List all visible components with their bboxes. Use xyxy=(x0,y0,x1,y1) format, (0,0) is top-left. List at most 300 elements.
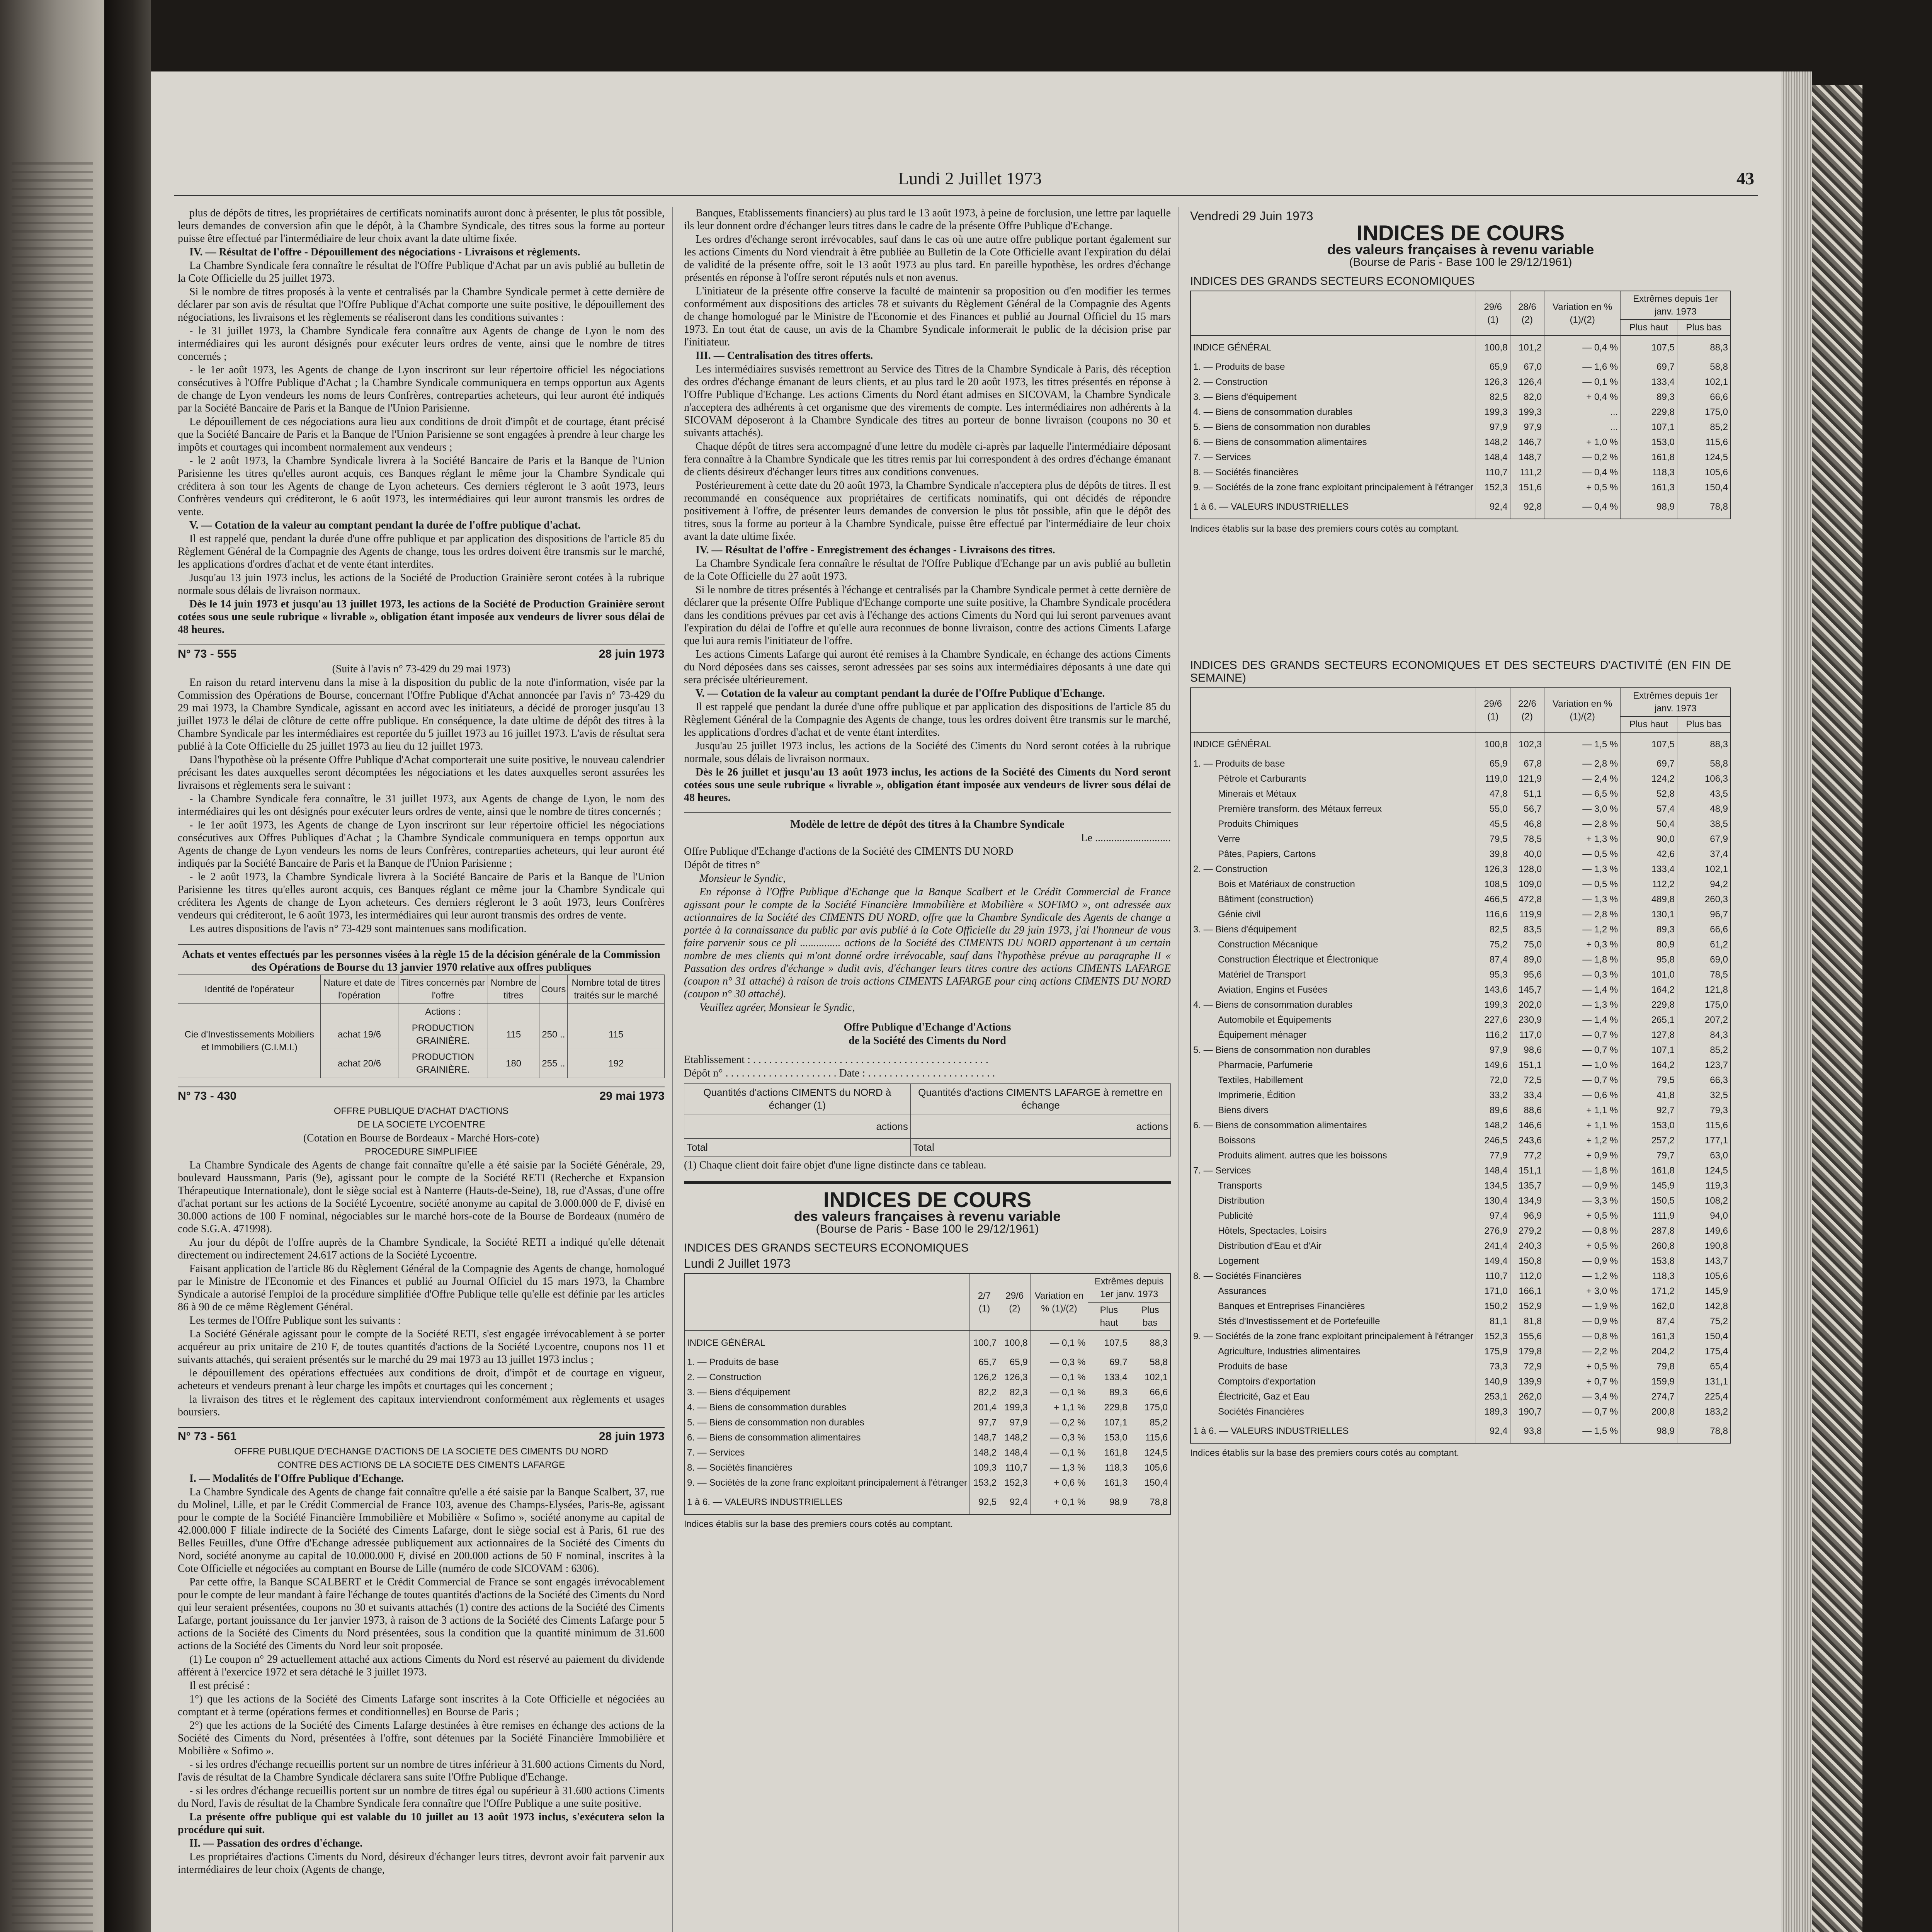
idx-header: Extrêmes depuis 1er janv. 1973 xyxy=(1621,688,1731,716)
index-value: 115,6 xyxy=(1130,1430,1170,1445)
index-label: 4. — Biens de consommation durables xyxy=(1190,405,1476,420)
index-value: 107,1 xyxy=(1621,420,1677,435)
paragraph: La Chambre Syndicale fera connaître le résultat de l'Offre Publique d'Echange par un avis publié au bulletin de la Cote Officielle du 27 août 1973. xyxy=(684,558,1171,582)
index-value: 42,6 xyxy=(1621,847,1677,862)
paragraph: En raison du retard intervenu dans la mise à la disposition du public de la note d'information, visée par la Commission des Opérations de Bourse, concernant l'Offre Publique d'Achat annoncée par l'avis n° 73-429 du 29 mai 1973, la Chambre Syndicale, agissant en accord avec les initiateurs, a décidé de proroger jusqu'au 13 juillet 1973 le délai de clôture de cette offre publique. En conséquence, la date ultime de dépôt des titres à la Chambre Syndicale par les intermédiaires est reportée du 5 juillet 1973 au 16 juillet 1973. L'avis de résultat sera publié à la Cote Officielle du 25 juillet 1973 au lieu du 12 juillet 1973. xyxy=(178,677,665,752)
index-value: + 0,5 % xyxy=(1544,1359,1621,1374)
notice-date: 29 mai 1973 xyxy=(599,1090,665,1102)
trade-cell: PRODUCTION GRAINIÈRE. xyxy=(398,1020,488,1049)
index-value: — 0,2 % xyxy=(1030,1415,1088,1430)
book-gutter xyxy=(104,0,151,1932)
index-value: 82,5 xyxy=(1476,922,1510,937)
index-value: 148,2 xyxy=(970,1445,999,1460)
idx-header: Plus haut xyxy=(1621,320,1677,335)
index-value: 148,4 xyxy=(1476,1163,1510,1178)
paragraph: Jusqu'au 25 juillet 1973 inclus, les actions de la Société des Ciments du Nord seront cotées à la rubrique normale, sous délais de livraison normaux. xyxy=(684,740,1171,765)
section-heading: I. — Modalités de l'Offre Publique d'Echange. xyxy=(189,1473,404,1485)
index-value: 123,7 xyxy=(1677,1058,1731,1073)
index-value: 105,6 xyxy=(1677,465,1731,480)
index-value: 107,1 xyxy=(1621,1043,1677,1058)
index-value: 89,3 xyxy=(1621,922,1677,937)
idx-header: Plus bas xyxy=(1677,716,1731,732)
table-row xyxy=(1190,1043,1731,1058)
index-value: 66,6 xyxy=(1677,389,1731,405)
index-label: 7. — Services xyxy=(1190,450,1476,465)
index-label: Banques et Entreprises Financières xyxy=(1190,1299,1476,1314)
index-label: 7. — Services xyxy=(684,1445,970,1460)
paragraph: - le 2 août 1973, la Chambre Syndicale livrera à la Société Bancaire de Paris et la Banque de l'Union Parisienne les titres qu'elles auront acquis, ces Banques réglant le même jour la Chambre Syndicale qui créditera à son tour les Agents de change de Lyon acheteurs. Ces derniers régleront le 3 août 1973, leurs Confrères vendeurs qui créditeront, le 6 août 1973, les intermédiaires qui leur auront transmis les ordres de vente. xyxy=(178,455,665,518)
paragraph: Les intermédiaires susvisés remettront au Service des Titres de la Chambre Syndicale à Paris, dès réception des ordres d'échange émanant de leurs clients, et au plus tard le 20 août 1973, les titres présentés en réponse à l'Offre Publique d'Echange. Les actions Ciments du Nord étant admises en SICOVAM, la Chambre Syndicale n'acceptera des adhérents à cet organisme que des virements de compte. Les intermédiaires non adhérents à la SICOVAM déposeront à la Chambre Syndicale des titres au porteur de bonne livraison (coupons no 30 et suivants attachés). xyxy=(684,363,1171,439)
index-value: 102,3 xyxy=(1510,732,1544,756)
notice-title: DE LA SOCIETE LYCOENTRE xyxy=(357,1119,485,1130)
paragraph: Dans l'hypothèse où la présente Offre Publique d'Achat comporterait une suite positive, le nouveau calendrier précisant les dates auxquelles seront décomptées les négociations et les dates auxquelles seront assurées les livraisons et règlements sera le suivant : xyxy=(178,754,665,791)
index-value: 107,5 xyxy=(1621,732,1677,756)
form-total: Total xyxy=(910,1139,1170,1156)
index-value: 171,0 xyxy=(1476,1284,1510,1299)
index-value: 98,9 xyxy=(1621,495,1677,519)
header-rule xyxy=(174,195,1758,196)
index-value: 69,7 xyxy=(1621,359,1677,374)
table-row xyxy=(684,1355,1170,1370)
index-label: Distribution d'Eau et d'Air xyxy=(1190,1238,1476,1253)
index-value: — 0,4 % xyxy=(1544,465,1621,480)
index-value: 177,1 xyxy=(1677,1133,1731,1148)
index-value: 108,5 xyxy=(1476,877,1510,892)
index-label: Génie civil xyxy=(1190,907,1476,922)
index-label: Distribution xyxy=(1190,1193,1476,1208)
index-label: Bâtiment (construction) xyxy=(1190,892,1476,907)
trade-header: Identité de l'opérateur xyxy=(178,975,321,1004)
index-value: 78,8 xyxy=(1130,1490,1170,1514)
index-value: 112,2 xyxy=(1621,877,1677,892)
index-value: 150,8 xyxy=(1510,1253,1544,1269)
index-label: 6. — Biens de consommation alimentaires xyxy=(684,1430,970,1445)
index-value: 111,2 xyxy=(1510,465,1544,480)
index-value: 161,8 xyxy=(1621,1163,1677,1178)
index-label: Aviation, Engins et Fusées xyxy=(1190,982,1476,997)
index-value: 150,4 xyxy=(1677,480,1731,495)
index-label: 8. — Sociétés Financières xyxy=(1190,1269,1476,1284)
index-value: 119,0 xyxy=(1476,771,1510,786)
index-value: 98,9 xyxy=(1088,1490,1130,1514)
index-value: 287,8 xyxy=(1621,1223,1677,1238)
index-value: — 1,5 % xyxy=(1544,1419,1621,1443)
index-value: 127,8 xyxy=(1621,1027,1677,1043)
index-value: 101,2 xyxy=(1510,335,1544,359)
index-value: 92,4 xyxy=(999,1490,1031,1514)
index-value: 199,3 xyxy=(999,1400,1031,1415)
index-value: 489,8 xyxy=(1621,892,1677,907)
form-footnote: (1) Chaque client doit faire objet d'une ligne distincte dans ce tableau. xyxy=(684,1159,986,1171)
table-row xyxy=(1190,892,1731,907)
table-row xyxy=(1190,1223,1731,1238)
index-value: 161,3 xyxy=(1088,1475,1130,1490)
index-value: + 1,3 % xyxy=(1544,832,1621,847)
indices-date: Lundi 2 Juillet 1973 xyxy=(684,1257,791,1270)
index-value: 121,9 xyxy=(1510,771,1544,786)
index-label: Comptoirs d'exportation xyxy=(1190,1374,1476,1389)
index-value: 175,9 xyxy=(1476,1344,1510,1359)
index-value: + 0,3 % xyxy=(1544,937,1621,952)
index-value: — 1,6 % xyxy=(1544,359,1621,374)
index-value: — 3,4 % xyxy=(1544,1389,1621,1404)
indices-table-sectors xyxy=(1190,687,1731,1444)
index-value: 110,7 xyxy=(999,1460,1031,1475)
table-row xyxy=(1190,405,1731,420)
index-value: 171,2 xyxy=(1621,1284,1677,1299)
model-offer: Offre Publique d'Echange d'actions de la Société des CIMENTS DU NORD xyxy=(684,845,1014,857)
index-value: 77,9 xyxy=(1476,1148,1510,1163)
table-row xyxy=(684,1370,1170,1385)
index-value: 204,2 xyxy=(1621,1344,1677,1359)
page-header xyxy=(185,168,1754,191)
index-value: — 1,2 % xyxy=(1544,1269,1621,1284)
index-value: 88,3 xyxy=(1677,335,1731,359)
index-label: 4. — Biens de consommation durables xyxy=(684,1400,970,1415)
index-value: 108,2 xyxy=(1677,1193,1731,1208)
paragraph: le dépouillement des opérations effectuées aux conditions de droit, d'impôt et de courtage en vigueur, acheteurs et vendeurs prenant à leur charge les impôts et courtages qui les concernent ; xyxy=(178,1367,665,1392)
idx-header: Variation en % (1)/(2) xyxy=(1544,291,1621,335)
model-salutation: Monsieur le Syndic, xyxy=(699,872,786,884)
table-row xyxy=(684,1445,1170,1460)
index-value: 279,2 xyxy=(1510,1223,1544,1238)
index-value: 276,9 xyxy=(1476,1223,1510,1238)
index-value: 95,8 xyxy=(1621,952,1677,967)
trade-cell: 250 .. xyxy=(539,1020,568,1049)
index-value: + 3,0 % xyxy=(1544,1284,1621,1299)
index-value: 121,8 xyxy=(1677,982,1731,997)
table-row xyxy=(1190,1329,1731,1344)
trade-cell: 255 .. xyxy=(539,1049,568,1078)
index-value: 128,0 xyxy=(1510,862,1544,877)
notice-reference xyxy=(178,1087,665,1102)
index-value: 107,1 xyxy=(1088,1415,1130,1430)
paragraph: Si le nombre de titres présentés à l'échange et centralisés par la Chambre Syndicale permet à cette dernière de déclarer que la présente Offre Publique d'Echange comporte une suite positive, la Chambre Syndicale procédera dans les conditions prévues par cet avis à l'échange des actions Ciments du Nord qui lui seront parvenues avant l'expiration du délai de l'offre et qu'elle aura reconnues de bonne livraison, contre des actions Ciments Lafarge que lui aura remis l'initiateur de l'offre. xyxy=(684,584,1171,647)
indices-base: (Bourse de Paris - Base 100 le 29/12/1961) xyxy=(1349,256,1572,269)
index-value: 79,3 xyxy=(1677,1103,1731,1118)
table-row xyxy=(1190,1027,1731,1043)
index-value: 274,7 xyxy=(1621,1389,1677,1404)
index-value: 92,4 xyxy=(1476,495,1510,519)
index-value: 466,5 xyxy=(1476,892,1510,907)
index-value: — 0,3 % xyxy=(1030,1355,1088,1370)
index-value: 143,7 xyxy=(1677,1253,1731,1269)
index-value: 161,8 xyxy=(1621,450,1677,465)
table-row xyxy=(1190,1178,1731,1193)
index-value: — 3,0 % xyxy=(1544,801,1621,816)
index-value: ... xyxy=(1544,420,1621,435)
index-value: 66,3 xyxy=(1677,1073,1731,1088)
index-label: 6. — Biens de consommation alimentaires xyxy=(1190,435,1476,450)
index-value: 146,6 xyxy=(1510,1118,1544,1133)
index-value: 112,0 xyxy=(1510,1269,1544,1284)
index-value: — 0,7 % xyxy=(1544,1027,1621,1043)
index-label: 2. — Construction xyxy=(1190,862,1476,877)
page-number: 43 xyxy=(1736,168,1754,188)
index-value: 246,5 xyxy=(1476,1133,1510,1148)
index-value: + 1,1 % xyxy=(1030,1400,1088,1415)
index-value: — 2,4 % xyxy=(1544,771,1621,786)
column-1 xyxy=(178,207,665,1877)
index-label: 2. — Construction xyxy=(1190,374,1476,389)
idx-header: Plus haut xyxy=(1621,716,1677,732)
indices-footnote: Indices établis sur la base des premiers cours cotés au comptant. xyxy=(1190,524,1459,534)
index-value: 78,5 xyxy=(1510,832,1544,847)
index-value: 126,3 xyxy=(999,1370,1031,1385)
trade-cell xyxy=(539,1004,568,1020)
index-value: 87,4 xyxy=(1476,952,1510,967)
paragraph: Les autres dispositions de l'avis n° 73-429 sont maintenues sans modification. xyxy=(189,923,527,935)
paragraph: la livraison des titres et le règlement des capitaux interviendront conformément aux règlements et usages boursiers. xyxy=(178,1393,665,1418)
index-label: Textiles, Habillement xyxy=(1190,1073,1476,1088)
indices-table-jul2 xyxy=(684,1273,1171,1515)
indices-base: (Bourse de Paris - Base 100 le 29/12/1961) xyxy=(816,1223,1039,1235)
index-value: 40,0 xyxy=(1510,847,1544,862)
index-value: 257,2 xyxy=(1621,1133,1677,1148)
index-value: 142,8 xyxy=(1677,1299,1731,1314)
index-value: 151,1 xyxy=(1510,1058,1544,1073)
index-value: 65,7 xyxy=(970,1355,999,1370)
index-value: 65,4 xyxy=(1677,1359,1731,1374)
index-label: Hôtels, Spectacles, Loisirs xyxy=(1190,1223,1476,1238)
paragraph: Les termes de l'Offre Publique sont les suivants : xyxy=(189,1315,401,1327)
index-value: 262,0 xyxy=(1510,1389,1544,1404)
index-value: — 0,9 % xyxy=(1544,1253,1621,1269)
section-heading: V. — Cotation de la valeur au comptant pendant la durée de l'Offre Publique d'Echange. xyxy=(696,687,1105,699)
form-deposit: Dépôt n° . . . . . . . . . . . . . . . . . . . . . Date : . . . . . . . . . . . . . . . . . . . . . . . . xyxy=(684,1067,995,1079)
table-row xyxy=(684,1331,1170,1355)
index-value: 190,7 xyxy=(1510,1404,1544,1419)
index-label: Matériel de Transport xyxy=(1190,967,1476,982)
index-label: 5. — Biens de consommation non durables xyxy=(1190,420,1476,435)
paragraph: Par cette offre, la Banque SCALBERT et le Crédit Commercial de France se sont engagés irrévocablement pour le compte de leur mandant à faire l'échange de toutes quantités d'actions de la Société des Ciments du Nord qui leur seraient présentées, coupons no 30 et suivants attachés (1) contre des actions de la Société des Ciments Lafarge, portant jouissance du 1er janvier 1973, à raison de 3 actions de la Société des Ciments Lafarge pour 5 actions de la Société des Ciments du Nord présentées, sous la condition que la quantité minimum de 31.600 actions de la Société des Ciments du Nord leur soit proposée. xyxy=(178,1576,665,1652)
indices-date: Vendredi 29 Juin 1973 xyxy=(1190,209,1313,223)
index-value: 84,3 xyxy=(1677,1027,1731,1043)
index-value: — 0,1 % xyxy=(1030,1385,1088,1400)
paragraph: - le 1er août 1973, les Agents de change de Lyon inscriront sur leur répertoire officiel les négociations consécutives aux Offres Publiques d'Achat ; la Chambre Syndicale communiquera en temps opportun aux Agents de change de Lyon vendeurs les noms de leurs Confrères, contreparties acheteurs, qui leur auront été indiqués par la Société Bancaire de Paris et la Banque de l'Union Parisienne ; xyxy=(178,819,665,869)
index-label: Équipement ménager xyxy=(1190,1027,1476,1043)
index-label: Automobile et Équipements xyxy=(1190,1012,1476,1027)
index-value: 152,3 xyxy=(1476,480,1510,495)
index-value: 101,0 xyxy=(1621,967,1677,982)
index-value: + 0,5 % xyxy=(1544,1208,1621,1223)
column-3 xyxy=(1190,207,1731,1459)
table-row xyxy=(1190,1012,1731,1027)
index-value: 78,8 xyxy=(1677,1419,1731,1443)
index-value: 111,9 xyxy=(1621,1208,1677,1223)
trade-operator: Cie d'Investissements Mobiliers et Immobiliers (C.I.M.I.) xyxy=(178,1004,321,1078)
header-date: Lundi 2 Juillet 1973 xyxy=(898,168,1042,188)
index-value: 152,9 xyxy=(1510,1299,1544,1314)
index-value: 161,3 xyxy=(1621,480,1677,495)
index-value: — 0,8 % xyxy=(1544,1329,1621,1344)
index-label: 8. — Sociétés financières xyxy=(684,1460,970,1475)
index-value: — 2,8 % xyxy=(1544,907,1621,922)
paragraph: La Chambre Syndicale des Agents de change fait connaître qu'elle a été saisie par la Société Générale, 29, boulevard Haussmann, Paris (9e), agissant pour le compte de la Société RETI (Recherche et Expansion Thérapeutique Internationale), dont le siège social est à Nanterre (Hauts-de-Seine), 18, rue d'Assas, d'une offre d'achat portant sur les actions de la Société Lycoentre, société anonyme au capital de 3.000.000 de F, divisé en 30.000 actions de 100 F nominal, négociables sur le marché hors-cote de la Bourse de Bordeaux (numéro de code S.G.A. 471998). xyxy=(178,1159,665,1235)
index-value: 153,0 xyxy=(1621,1118,1677,1133)
deposit-letter-model xyxy=(684,812,1171,1172)
table-row xyxy=(684,1460,1170,1475)
paragraph: Le dépouillement de ces négociations aura lieu aux conditions de droit d'impôt et de courtage, étant précisé que la Société Bancaire de Paris et la Banque de l'Union Parisienne se sont engagées à prendre à leur charge les impôts et courtages qui incombent normalement aux vendeurs ; xyxy=(178,416,665,453)
index-value: 61,2 xyxy=(1677,937,1731,952)
section-heading: IV. — Résultat de l'offre - Enregistrement des échanges - Livraisons des titres. xyxy=(696,544,1055,556)
indices-title: INDICES DE COURS xyxy=(823,1187,1032,1212)
notice-title: CONTRE DES ACTIONS DE LA SOCIETE DES CIMENTS LAFARGE xyxy=(277,1460,565,1470)
index-label: INDICE GÉNÉRAL xyxy=(684,1331,970,1355)
indices-title: INDICES DE COURS xyxy=(1356,221,1565,245)
paragraph: - si les ordres d'échange recueillis portent sur un nombre de titres égal ou supérieur à 31.600 actions Ciments du Nord, l'avis de résultat de la Chambre Syndicale fera connaître que l'Offre Publique a une suite positive. xyxy=(178,1785,665,1810)
index-value: 118,3 xyxy=(1621,465,1677,480)
trade-cell: achat 20/6 xyxy=(321,1049,398,1078)
index-value: 130,4 xyxy=(1476,1193,1510,1208)
index-value: — 0,8 % xyxy=(1544,1223,1621,1238)
index-value: 46,8 xyxy=(1510,816,1544,832)
table-row xyxy=(1190,1073,1731,1088)
index-value: 116,6 xyxy=(1476,907,1510,922)
table-row xyxy=(1190,877,1731,892)
page-edges xyxy=(1781,71,1812,1932)
index-value: 82,2 xyxy=(970,1385,999,1400)
index-value: 98,9 xyxy=(1621,1419,1677,1443)
section-heading: III. — Centralisation des titres offerts. xyxy=(696,350,873,362)
notice-number: N° 73 - 430 xyxy=(178,1090,237,1102)
index-value: — 0,4 % xyxy=(1544,335,1621,359)
index-value: 229,8 xyxy=(1088,1400,1130,1415)
index-value: 96,7 xyxy=(1677,907,1731,922)
indices-footnote: Indices établis sur la base des premiers cours cotés au comptant. xyxy=(684,1519,953,1529)
index-value: 115,6 xyxy=(1677,435,1731,450)
trade-cell xyxy=(488,1004,539,1020)
idx-header-blank xyxy=(1190,291,1476,335)
index-value: 78,8 xyxy=(1677,495,1731,519)
table-row xyxy=(1190,832,1731,847)
index-value: 95,3 xyxy=(1476,967,1510,982)
index-label: INDICE GÉNÉRAL xyxy=(1190,732,1476,756)
index-value: 97,9 xyxy=(1476,1043,1510,1058)
index-value: 100,7 xyxy=(970,1331,999,1355)
index-value: 33,4 xyxy=(1510,1088,1544,1103)
table-row xyxy=(1190,435,1731,450)
trade-actions-label: Actions : xyxy=(398,1004,488,1020)
index-value: 148,2 xyxy=(1476,435,1510,450)
index-value: 240,3 xyxy=(1510,1238,1544,1253)
column-2 xyxy=(684,207,1171,1531)
table-row xyxy=(1190,771,1731,786)
index-value: 119,3 xyxy=(1677,1178,1731,1193)
index-value: 241,4 xyxy=(1476,1238,1510,1253)
index-value: 102,1 xyxy=(1130,1370,1170,1385)
table-row xyxy=(1190,732,1731,756)
paragraph: Dès le 26 juillet et jusqu'au 13 août 1973 inclus, les actions de la Société des Ciments du Nord seront cotées sous une seule rubrique « livrable », obligation étant imposée aux vendeurs de livrer sous délai de 48 heures. xyxy=(684,766,1171,804)
index-label: Pétrole et Carburants xyxy=(1190,771,1476,786)
table-row xyxy=(1190,1193,1731,1208)
index-value: 124,5 xyxy=(1130,1445,1170,1460)
index-value: — 0,1 % xyxy=(1030,1370,1088,1385)
index-label: Biens divers xyxy=(1190,1103,1476,1118)
index-value: 150,4 xyxy=(1130,1475,1170,1490)
index-label: Agriculture, Industries alimentaires xyxy=(1190,1344,1476,1359)
table-row xyxy=(1190,450,1731,465)
paragraph: La Chambre Syndicale fera connaître le résultat de l'Offre Publique d'Achat par un avis publié au bulletin de la Cote Officielle du 25 juillet 1973. xyxy=(178,260,665,284)
index-value: 166,1 xyxy=(1510,1284,1544,1299)
index-label: Produits aliment. autres que les boissons xyxy=(1190,1148,1476,1163)
index-label: Produits Chimiques xyxy=(1190,816,1476,832)
index-value: 472,8 xyxy=(1510,892,1544,907)
index-value: — 3,3 % xyxy=(1544,1193,1621,1208)
index-label: Minerais et Métaux xyxy=(1190,786,1476,801)
index-value: 105,6 xyxy=(1130,1460,1170,1475)
facing-page-text xyxy=(12,162,93,1932)
index-value: 97,9 xyxy=(1510,420,1544,435)
index-value: 78,5 xyxy=(1677,967,1731,982)
index-value: 139,9 xyxy=(1510,1374,1544,1389)
index-label: 6. — Biens de consommation alimentaires xyxy=(1190,1118,1476,1133)
table-row xyxy=(1190,1389,1731,1404)
index-value: 225,4 xyxy=(1677,1389,1731,1404)
paragraph: - le 2 août 1973, la Chambre Syndicale livrera à la Société Bancaire de Paris et la Banque de l'Union Parisienne les titres qu'elles auront acquis, ces Banques réglant ce même jour la Chambre Syndicale qui créditera les Agents de change de Lyon acheteurs. Ces derniers régleront le 3 août 1973, leurs Confrères vendeurs qui créditeront, le 6 août 1973, les intermédiaires qui leur auront transmis des ordres de vente. xyxy=(178,871,665,921)
index-value: 183,2 xyxy=(1677,1404,1731,1419)
index-value: 56,7 xyxy=(1510,801,1544,816)
trade-cell: 115 xyxy=(488,1020,539,1049)
index-value: 110,7 xyxy=(1476,465,1510,480)
index-value: + 1,1 % xyxy=(1544,1118,1621,1133)
index-label: Verre xyxy=(1190,832,1476,847)
index-value: 58,8 xyxy=(1677,756,1731,771)
index-label: 9. — Sociétés de la zone franc exploitant principalement à l'étranger xyxy=(1190,480,1476,495)
index-value: 149,4 xyxy=(1476,1253,1510,1269)
index-value: 145,7 xyxy=(1510,982,1544,997)
index-value: 175,0 xyxy=(1677,405,1731,420)
index-value: 148,7 xyxy=(970,1430,999,1445)
notice-suite: (Suite à l'avis n° 73-429 du 29 mai 1973) xyxy=(332,663,510,675)
notice-reference xyxy=(178,645,665,660)
index-value: — 0,1 % xyxy=(1030,1445,1088,1460)
index-value: 55,0 xyxy=(1476,801,1510,816)
paragraph: Les actions Ciments Lafarge qui auront été remises à la Chambre Syndicale, en échange des actions Ciments du Nord déposées dans ses caisses, seront adressées par ses soins aux intermédiaires déposants à une date qui sera précisée ultérieurement. xyxy=(684,648,1171,686)
table-row xyxy=(1190,967,1731,982)
index-value: 67,8 xyxy=(1510,756,1544,771)
paragraph: 2°) que les actions de la Société des Ciments Lafarge destinées à être remises en échange des actions de la Société des Ciments du Nord, présentées à l'offre, sont détenues par la Société Financière Immobilière et Mobilière « Sofimo ». xyxy=(178,1719,665,1757)
index-value: 107,5 xyxy=(1621,335,1677,359)
indices-section-heading: INDICES DES GRANDS SECTEURS ECONOMIQUES xyxy=(684,1242,969,1254)
index-value: 145,9 xyxy=(1621,1178,1677,1193)
index-value: 97,9 xyxy=(999,1415,1031,1430)
index-label: Construction Électrique et Électronique xyxy=(1190,952,1476,967)
trade-cell xyxy=(568,1004,665,1020)
table-row xyxy=(684,1430,1170,1445)
index-value: 133,4 xyxy=(1621,862,1677,877)
index-value: — 0,9 % xyxy=(1544,1178,1621,1193)
table-row xyxy=(1190,465,1731,480)
index-label: Transports xyxy=(1190,1178,1476,1193)
index-value: 93,8 xyxy=(1510,1419,1544,1443)
index-value: 201,4 xyxy=(970,1400,999,1415)
section-rule xyxy=(684,1181,1171,1184)
notice-title: OFFRE PUBLIQUE D'ECHANGE D'ACTIONS DE LA SOCIETE DES CIMENTS DU NORD xyxy=(234,1446,608,1457)
notice-subtitle: PROCEDURE SIMPLIFIEE xyxy=(364,1146,478,1157)
trade-table xyxy=(178,975,665,1078)
index-value: 95,6 xyxy=(1510,967,1544,982)
paragraph: - le 31 juillet 1973, la Chambre Syndicale fera connaître aux Agents de change de Lyon le nom des intermédiaires qui les auront désignés pour exécuter leurs ordres de vente, ainsi que le nombre de titres concernés ; xyxy=(178,325,665,362)
index-value: 115,6 xyxy=(1677,1118,1731,1133)
exchange-quantity-table xyxy=(684,1083,1171,1156)
index-value: 230,9 xyxy=(1510,1012,1544,1027)
index-value: 133,4 xyxy=(1621,374,1677,389)
index-value: 94,2 xyxy=(1677,877,1731,892)
index-value: 45,5 xyxy=(1476,816,1510,832)
table-row xyxy=(1190,952,1731,967)
index-value: 94,0 xyxy=(1677,1208,1731,1223)
